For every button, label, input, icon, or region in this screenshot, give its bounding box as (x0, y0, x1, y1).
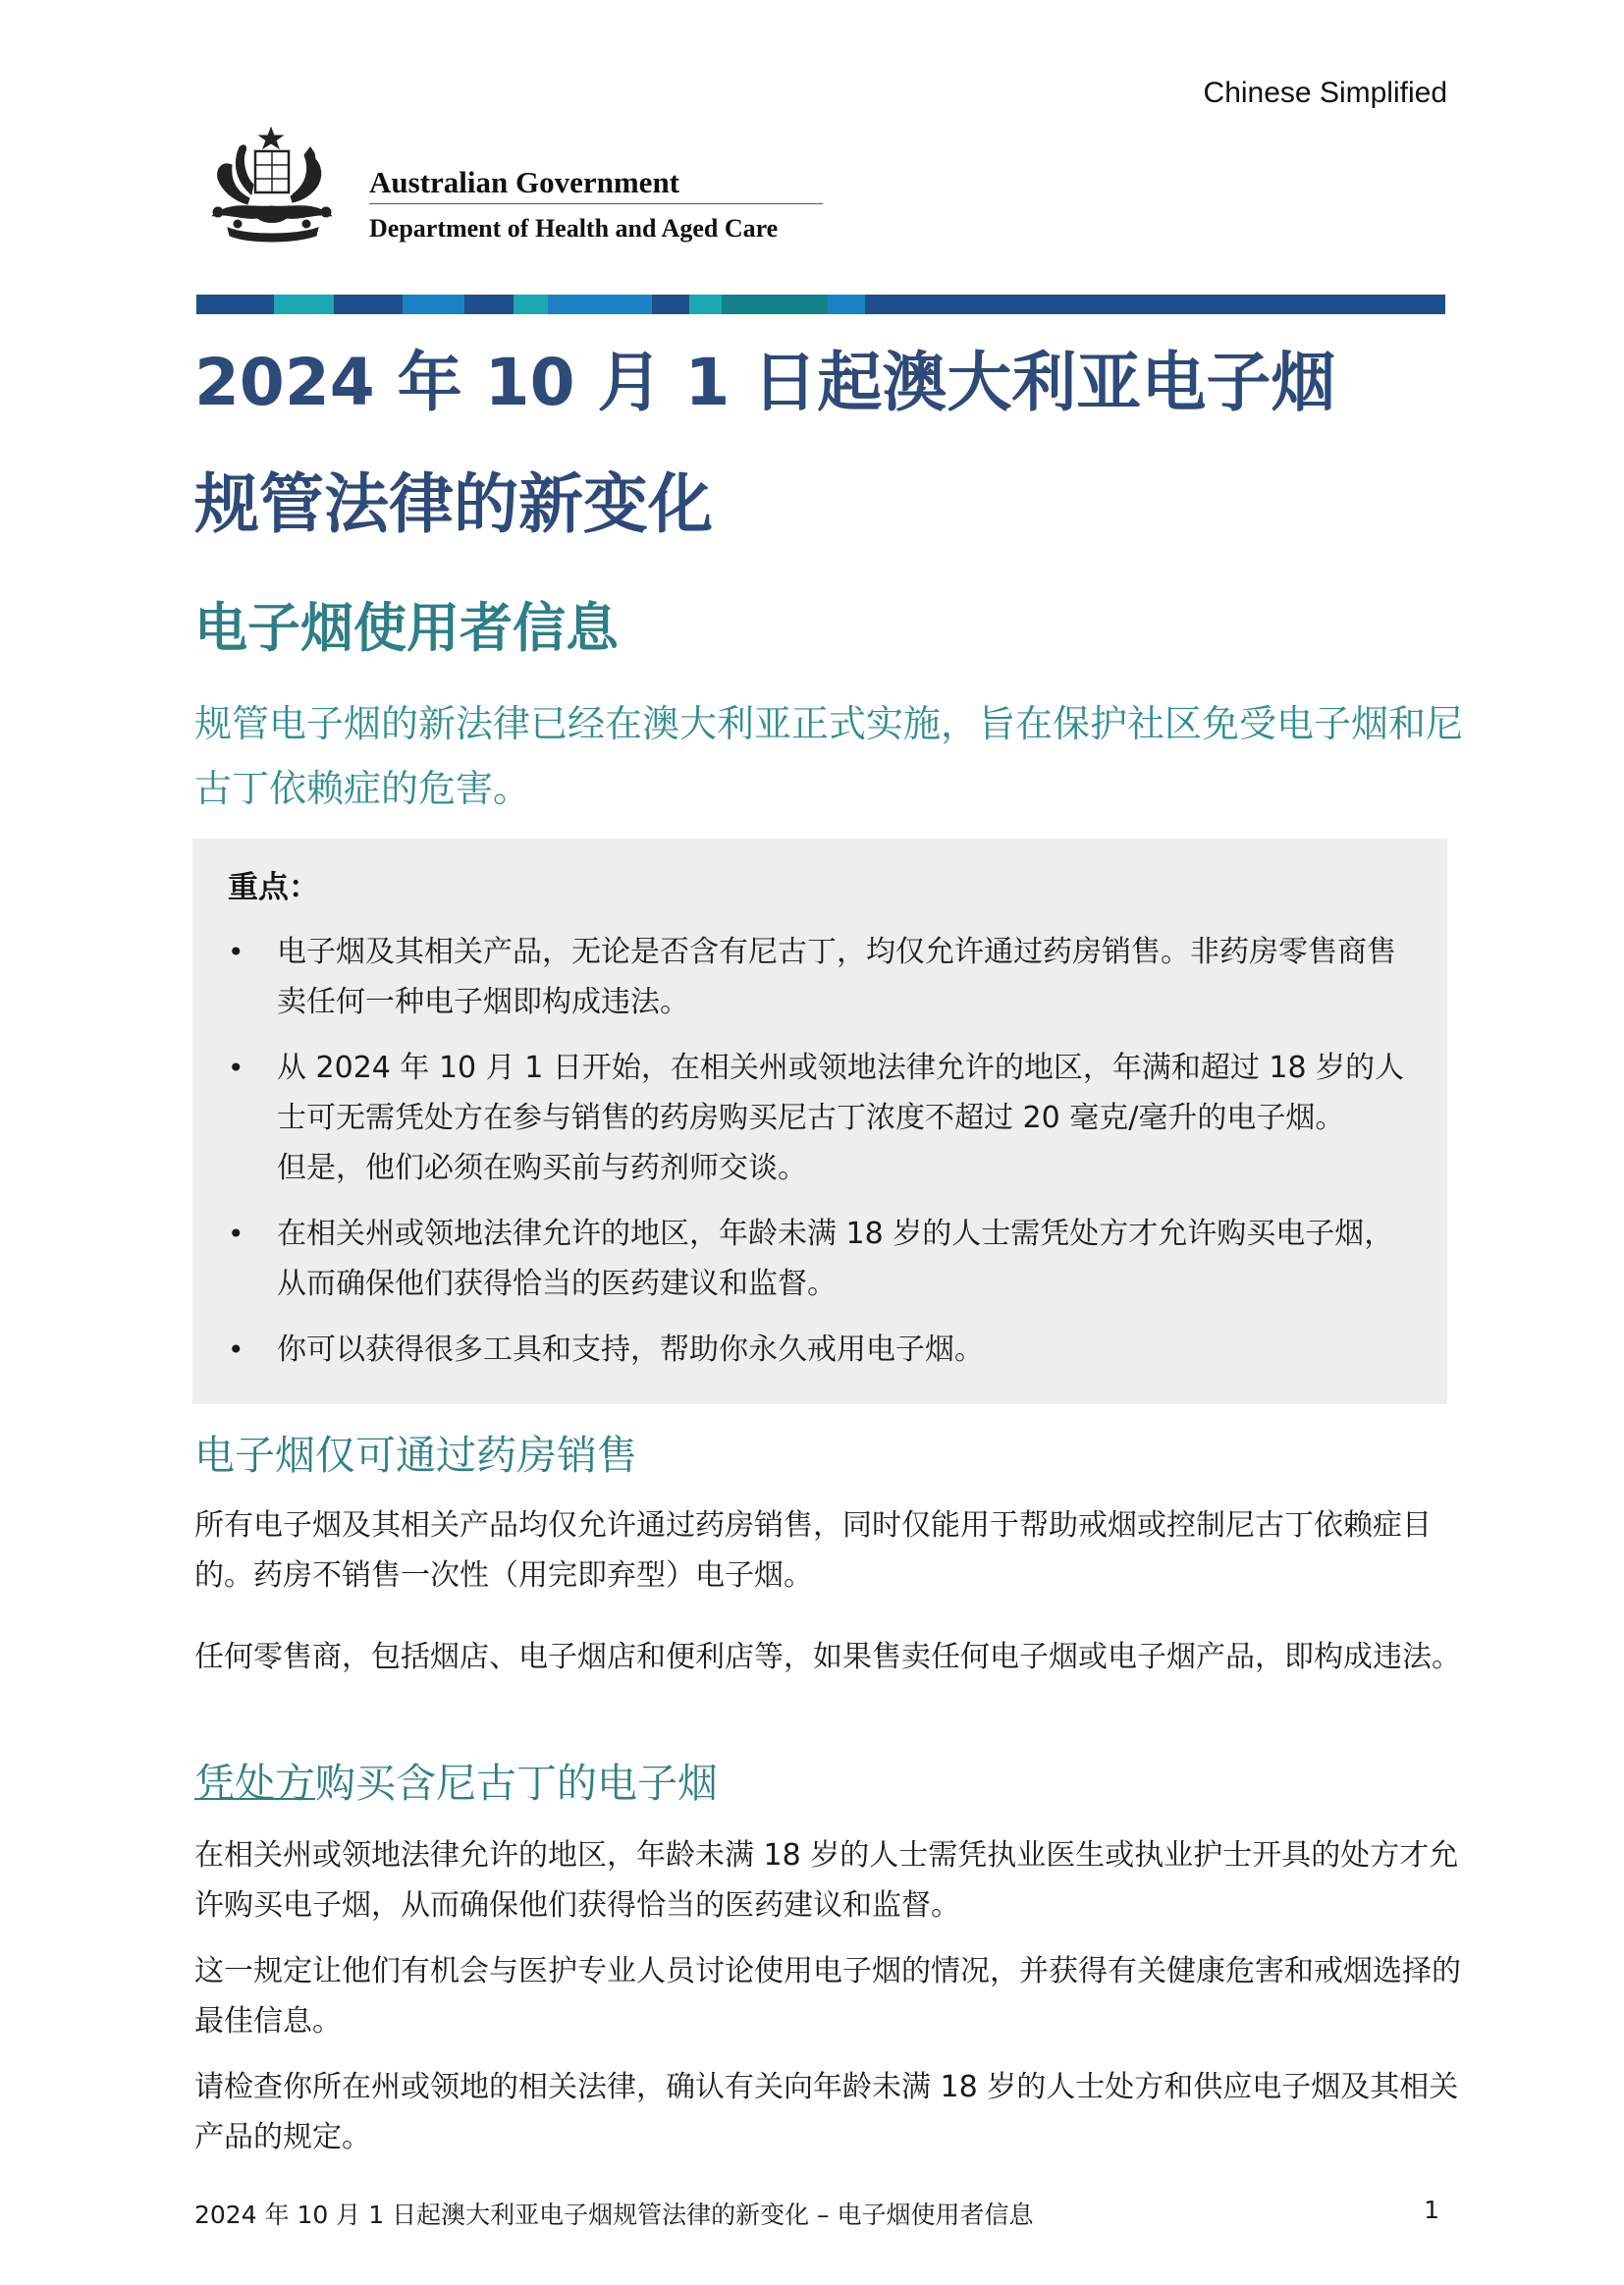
bullet-icon: • (228, 1218, 244, 1250)
section-paragraph: 在相关州或领地法律允许的地区，年龄未满 18 岁的人士需凭执业医生或执业护士开具的处方才允许购买电子烟，从而确保他们获得恰当的医药建议和监督。 (194, 1838, 1459, 1923)
section-heading-text: 购买含尼古丁的电子烟 (315, 1760, 718, 1807)
prescription-link[interactable]: 凭处方 (194, 1760, 315, 1807)
section-paragraph: 请检查你所在州或领地的相关法律，确认有关向年龄未满 18 岁的人士处方和供应电子烟及其相关产品的规定。 (194, 2070, 1459, 2154)
color-bar-segment (196, 295, 274, 314)
key-points-box (192, 839, 1447, 1404)
intro-paragraph: 规管电子烟的新法律已经在澳大利亚正式实施，旨在保护社区免受电子烟和尼古丁依赖症的危害。 (194, 702, 1464, 810)
coat-of-arms-icon (192, 126, 364, 253)
bullet-icon: • (228, 1052, 244, 1084)
color-bar-segment (689, 295, 722, 314)
color-bar-segment (334, 295, 402, 314)
color-bar-segment (274, 295, 335, 314)
bullet-icon: • (228, 936, 244, 968)
section-heading (194, 1754, 718, 1813)
logo-divider (369, 203, 823, 204)
list-item (192, 927, 1447, 1027)
page-title-line: 2024 年 10 月 1 日起澳大利亚电子烟 (194, 345, 1336, 420)
color-bar-segment (828, 295, 865, 314)
key-points-list (192, 927, 1447, 1390)
color-bar-segment (722, 295, 828, 314)
header-color-bar (196, 295, 1445, 314)
section-paragraph: 这一规定让他们有机会与医护专业人员讨论使用电子烟的情况，并获得有关健康危害和戒烟选择的最佳信息。 (194, 1954, 1461, 2039)
page-subtitle: 电子烟使用者信息 (194, 597, 619, 659)
language-label: Chinese Simplified (1203, 77, 1447, 109)
bullet-icon: • (228, 1333, 244, 1366)
color-bar-segment (652, 295, 689, 314)
color-bar-segment (403, 295, 465, 314)
list-item-text: 但是，他们必须在购买前与药剂师交谈。 (277, 1151, 807, 1185)
list-item-text: 从 2024 年 10 月 1 日开始，在相关州或领地法律允许的地区，年满和超过 18 岁的人士可无需凭处方在参与销售的药房购买尼古丁浓度不超过 20 毫克/毫升的电子烟。 (277, 1051, 1405, 1135)
list-item-text: 在相关州或领地法律允许的地区，年龄未满 18 岁的人士需凭处方才允许购买电子烟，从而确保他们获得恰当的医药建议和监督。 (277, 1217, 1394, 1301)
color-bar-segment (865, 295, 1445, 314)
color-bar-segment (514, 295, 548, 314)
color-bar-segment (548, 295, 652, 314)
list-item-text: 你可以获得很多工具和支持，帮助你永久戒用电子烟。 (277, 1333, 984, 1367)
section-heading: 电子烟仅可通过药房销售 (194, 1432, 637, 1479)
list-item-text: 电子烟及其相关产品，无论是否含有尼古丁，均仅允许通过药房销售。非药房零售商售卖任何一种电子烟即构成违法。 (277, 935, 1396, 1019)
section-paragraph: 所有电子烟及其相关产品均仅允许通过药房销售，同时仅能用于帮助戒烟或控制尼古丁依赖症目的。药房不销售一次性（用完即弃型）电子烟。 (194, 1508, 1432, 1593)
department-name: Department of Health and Aged Care (369, 214, 779, 243)
footer-text: 2024 年 10 月 1 日起澳大利亚电子烟规管法律的新变化 – 电子烟使用者信息 (194, 2201, 1034, 2229)
color-bar-segment (464, 295, 514, 314)
government-logo (192, 126, 840, 253)
section-paragraph: 任何零售商，包括烟店、电子烟店和便利店等，如果售卖任何电子烟或电子烟产品，即构成违法。 (194, 1640, 1461, 1674)
list-item (192, 1043, 1447, 1193)
org-name: Australian Government (369, 165, 680, 199)
page-number: 1 (1424, 2196, 1439, 2224)
key-points-heading: 重点： (228, 870, 319, 905)
page-title-line: 规管法律的新变化 (194, 466, 713, 542)
list-item (192, 1325, 1447, 1375)
list-item (192, 1209, 1447, 1309)
page-title (194, 322, 1461, 566)
